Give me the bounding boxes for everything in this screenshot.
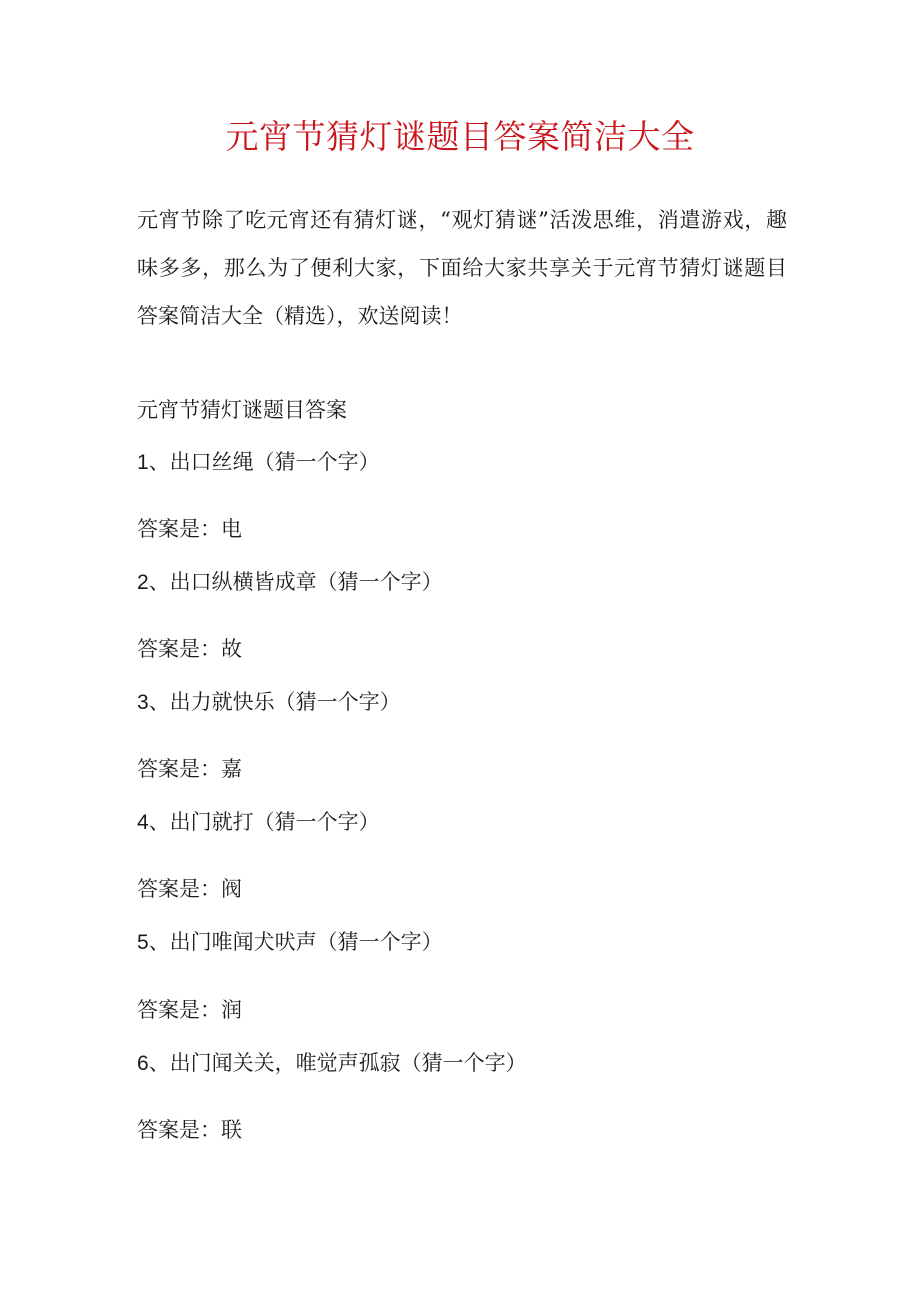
riddle-answer-3: 答案是：嘉 [137,757,242,781]
intro-paragraph: 元宵节除了吃元宵还有猜灯谜，“观灯猜谜”活泼思维，消遣游戏，趣味多多，那么为了便利大家，下面给大家共享关于元宵节猜灯谜题目答案简洁大全（精选），欢送阅读！ [137,208,787,328]
riddle-question-4 [137,806,380,839]
riddle-question-3 [137,686,401,719]
riddle-text: 、出力就快乐（猜一个字） [148,690,401,714]
riddle-answer-1: 答案是：电 [137,517,242,541]
riddle-number: 1 [137,451,149,474]
riddle-number: 3 [137,691,149,714]
document-title: 元宵节猜灯谜题目答案简洁大全 [225,117,695,156]
riddle-text: 、出门就打（猜一个字） [148,810,380,834]
riddle-question-5 [137,926,443,959]
riddle-text: 、出口丝绳（猜一个字） [148,450,380,474]
riddle-answer-6: 答案是：联 [137,1118,242,1142]
riddle-answer-5: 答案是：润 [137,998,242,1022]
riddle-text: 、出门唯闻犬吠声（猜一个字） [148,930,443,954]
riddle-answer-4: 答案是：阀 [137,877,242,901]
riddle-number: 2 [137,571,149,594]
section-heading: 元宵节猜灯谜题目答案 [137,398,347,422]
riddle-number: 4 [137,811,149,834]
riddle-question-1 [137,446,380,479]
riddle-question-6 [137,1047,527,1080]
riddle-answer-2: 答案是：故 [137,637,242,661]
riddle-text: 、出门闻关关，唯觉声孤寂（猜一个字） [148,1051,527,1075]
riddle-question-2 [137,566,443,599]
riddle-number: 5 [137,931,149,954]
riddle-text: 、出口纵横皆成章（猜一个字） [148,570,443,594]
riddle-number: 6 [137,1052,149,1075]
